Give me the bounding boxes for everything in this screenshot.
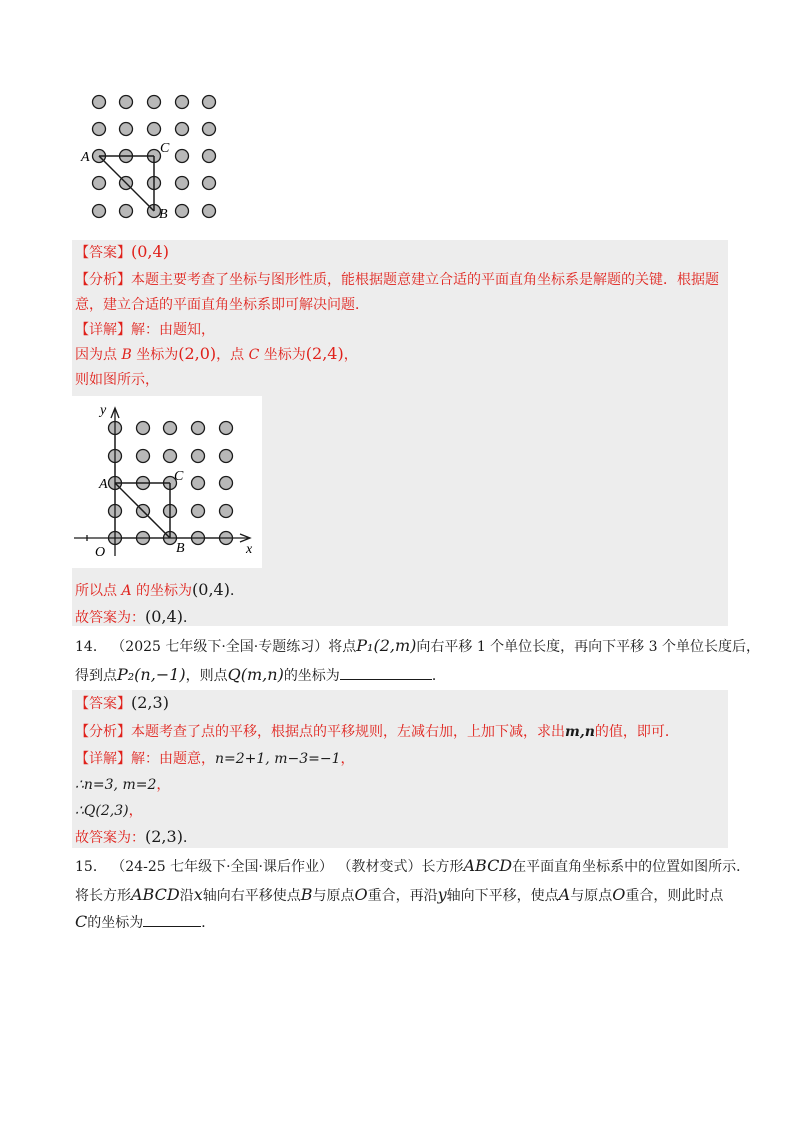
question-tag: （教材变式） (337, 859, 422, 875)
analysis-text: 本题主要考查了坐标与图形性质，能根据题意建立合适的平面直角坐标系是解题的关键．根据题 (131, 272, 719, 288)
coord-a: (0,4) (192, 580, 230, 599)
stem-text: 在平面直角坐标系中的位置如图所示． (512, 859, 751, 875)
final-text: 故答案为： (75, 610, 145, 626)
question-source: （24-25 七年级下·全国·课后作业） (111, 859, 333, 875)
detail-text: 因为点 (75, 347, 117, 363)
label-a: A (81, 150, 90, 165)
coord-c: (2,4) (305, 344, 344, 363)
answer-blank[interactable] (340, 665, 432, 680)
q13-analysis-line2 (75, 295, 369, 315)
question-number: 15． (75, 859, 107, 875)
detail-text: 则如图所示， (75, 372, 159, 388)
point-q: Q(m,n) (227, 665, 284, 684)
axis-x-label: x (246, 542, 253, 557)
q15-stem-line3 (75, 912, 215, 933)
detail-text: ， (156, 777, 171, 793)
q13-analysis-line1 (75, 270, 719, 290)
analysis-text-cont: 意，建立合适的平面直角坐标系即可解决问题． (75, 297, 369, 313)
detail-text: ， (340, 751, 355, 767)
stem-text: 得到点 (75, 668, 117, 684)
q13-detail-line1 (75, 320, 215, 340)
q14-solution-panel (72, 690, 728, 848)
label-a: A (99, 477, 108, 492)
detail-tag: 【详解】 (75, 751, 131, 767)
stem-text: 向右平移 1 个单位长度，再向下平移 3 个单位长度后， (416, 639, 760, 655)
period: ． (182, 610, 197, 626)
rect-abcd: ABCD (463, 856, 513, 875)
question-source: （2025 七年级下·全国·专题练习） (111, 639, 329, 655)
label-b: B (176, 541, 185, 556)
detail-text: ， (128, 803, 143, 819)
var-x: x (193, 885, 203, 904)
point-a: A (558, 885, 571, 904)
rect-abcd: ABCD (131, 885, 180, 904)
point-p2: P₂(n,−1) (117, 665, 186, 684)
detail-tag: 【详解】 (75, 322, 131, 338)
q13-result-line (75, 580, 244, 601)
detail-text: ，点 (216, 347, 245, 363)
q13-answer-line (75, 242, 169, 263)
q14-final-line (75, 827, 197, 848)
point-p1: P₁(2,m) (356, 636, 417, 655)
equation: ∴n=3, m=2 (75, 777, 157, 793)
origin-label: O (95, 545, 106, 560)
period: ． (431, 668, 446, 684)
detail-text: 坐标为 (136, 347, 179, 363)
stem-text: 轴向下平移，使点 (446, 888, 559, 904)
stem-text: 的坐标为 (87, 915, 144, 931)
result-text: 的坐标为 (136, 583, 193, 599)
final-value: (0,4) (145, 607, 183, 626)
stem-text: 轴向右平移使点 (202, 888, 301, 904)
label-c: C (160, 141, 170, 156)
analysis-text: 本题考查了点的平移，根据点的平移规则，左减右加，上加下减，求出 (131, 724, 565, 740)
question-number: 14． (75, 639, 107, 655)
equation: n=2+1, m−3=−1 (215, 751, 341, 767)
answer-tag: 【答案】 (75, 696, 131, 712)
q15-stem-line1 (75, 856, 750, 877)
result-text: 所以点 (75, 583, 117, 599)
stem-text: 与原点 (570, 888, 613, 904)
answer-value: (0,4) (131, 242, 169, 261)
var-mn: m,n (565, 724, 595, 740)
q13-detail-line3 (75, 370, 159, 390)
stem-text: 长方形 (421, 859, 464, 875)
q13-detail-line2 (75, 344, 358, 365)
q14-stem-line2 (75, 665, 446, 686)
answer-value: (2,3) (131, 693, 169, 712)
q14-analysis-line (75, 722, 679, 742)
point-c: C (248, 347, 260, 363)
axis-y-label: y (100, 403, 107, 418)
final-value: (2,3) (145, 827, 183, 846)
analysis-tag: 【分析】 (75, 724, 131, 740)
detail-text: 解：由题意， (131, 751, 215, 767)
stem-text: ，则点 (185, 668, 228, 684)
figure-dot-grid (78, 90, 228, 225)
stem-text: 重合，再沿 (367, 888, 438, 904)
final-text: 故答案为： (75, 830, 145, 846)
coord-b: (2,0) (178, 344, 217, 363)
equation: ∴Q(2,3) (75, 803, 129, 819)
stem-text: 的坐标为 (283, 668, 340, 684)
stem-text: 重合，则此时点 (625, 888, 724, 904)
figure-coordinate-grid (72, 396, 262, 568)
q13-final-line (75, 607, 197, 628)
point-o: O (354, 885, 368, 904)
point-o: O (612, 885, 626, 904)
answer-tag: 【答案】 (75, 245, 131, 261)
q14-detail-line3 (75, 801, 143, 821)
period: ． (229, 583, 244, 599)
q14-detail-line2 (75, 775, 170, 795)
var-y: y (437, 885, 447, 904)
analysis-tag: 【分析】 (75, 272, 131, 288)
answer-blank[interactable] (143, 912, 201, 927)
q15-stem-line2 (75, 885, 723, 906)
q14-detail-line1 (75, 749, 354, 769)
point-b: B (300, 885, 313, 904)
stem-text: 沿 (179, 888, 194, 904)
period: ． (182, 830, 197, 846)
analysis-text: 的值，即可． (594, 724, 679, 740)
point-a: A (121, 583, 132, 599)
detail-text: ， (343, 347, 358, 363)
point-b: B (121, 347, 132, 363)
stem-text: 将点 (328, 639, 357, 655)
point-c: C (75, 912, 88, 931)
stem-text: 将长方形 (75, 888, 131, 904)
label-b: B (159, 207, 168, 222)
q14-stem-line1 (75, 636, 760, 657)
detail-text: 坐标为 (263, 347, 306, 363)
q14-answer-line (75, 693, 169, 714)
label-c: C (174, 469, 184, 484)
detail-text: 解：由题知， (131, 322, 215, 338)
stem-text: 与原点 (312, 888, 355, 904)
period: ． (201, 915, 216, 931)
